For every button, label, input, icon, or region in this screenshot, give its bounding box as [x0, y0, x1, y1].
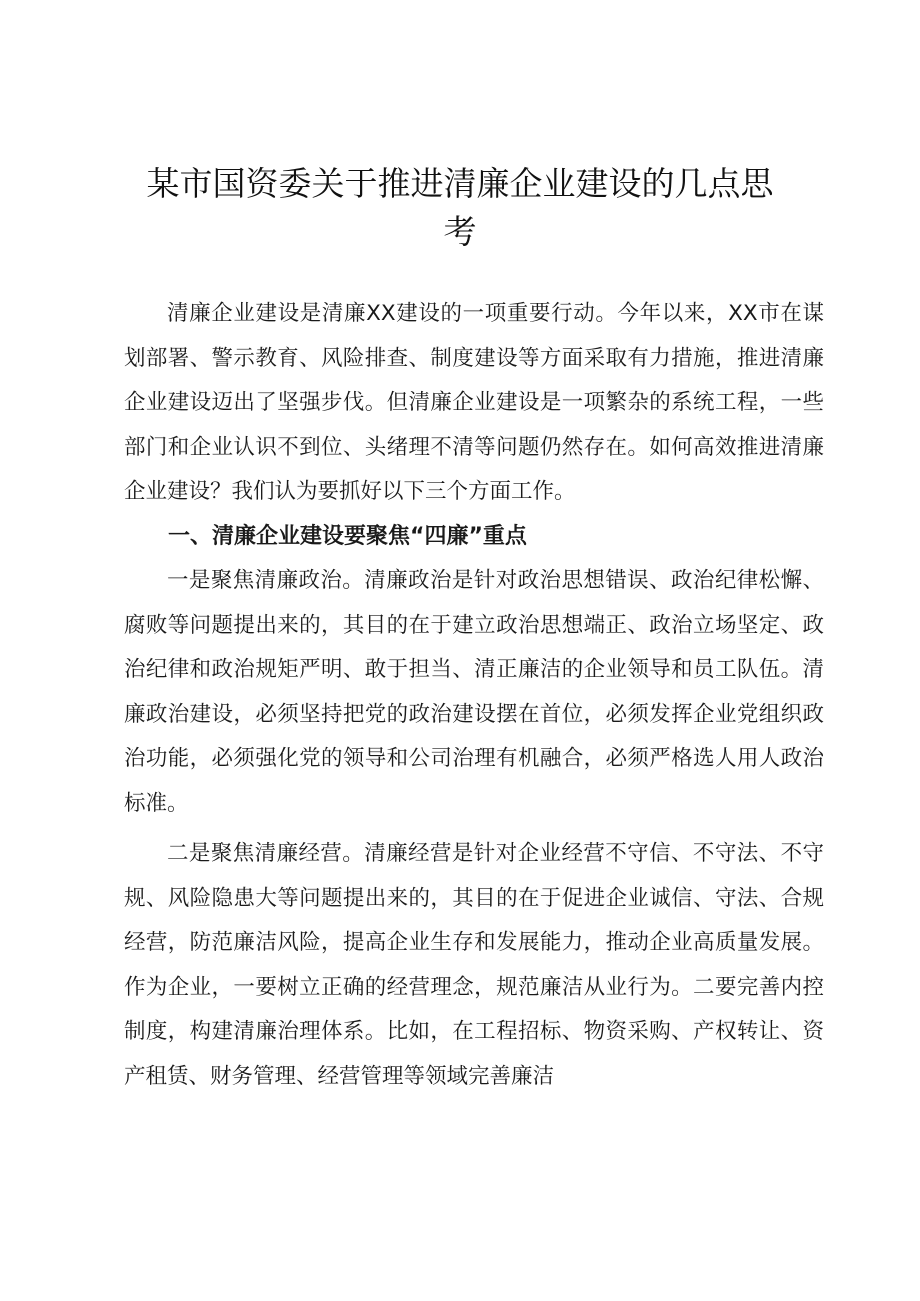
paragraph-clean-politics: 一是聚焦清廉政治。清廉政治是针对政治思想错误、政治纪律松懈、腐败等问题提出来的，其目的在于建立政治思想端正、政治立场坚定、政治纪律和政治规矩严明、敢于担当、清正廉洁的企业领导和员工队伍。清廉政治建设，必须坚持把党的政治建设摆在首位，必须发挥企业党组织政治功能，必须强化党的领导和公司治理有机融合，必须严格选人用人政治标准。: [124, 568, 824, 816]
document-body: [124, 292, 824, 1099]
section-heading: 一、清廉企业建设要聚焦“四廉”重点: [168, 523, 527, 549]
intro-paragraph: 清廉企业建设是清廉XX建设的一项重要行动。今年以来，XX市在谋划部署、警示教育、风险排查、制度建设等方面采取有力措施，推进清廉企业建设迈出了坚强步伐。但清廉企业建设是一项繁杂的系统工程，一些部门和企业认识不到位、头绪理不清等问题仍然存在。如何高效推进清廉企业建设？我们认为要抓好以下三个方面工作。: [124, 301, 824, 504]
title-line-1: 某市国资委关于推进清廉企业建设的几点思: [146, 164, 774, 203]
document-title: [130, 160, 790, 256]
title-line-2: 考: [443, 212, 477, 251]
paragraph-clean-operations: 二是聚焦清廉经营。清廉经营是针对企业经营不守信、不守法、不守规、风险隐患大等问题提出来的，其目的在于促进企业诚信、守法、合规经营，防范廉洁风险，提高企业生存和发展能力，推动企业高质量发展。作为企业，一要树立正确的经营理念，规范廉洁从业行为。二要完善内控制度，构建清廉治理体系。比如，在工程招标、物资采购、产权转让、资产租赁、财务管理、经营管理等领域完善廉洁: [124, 841, 824, 1089]
